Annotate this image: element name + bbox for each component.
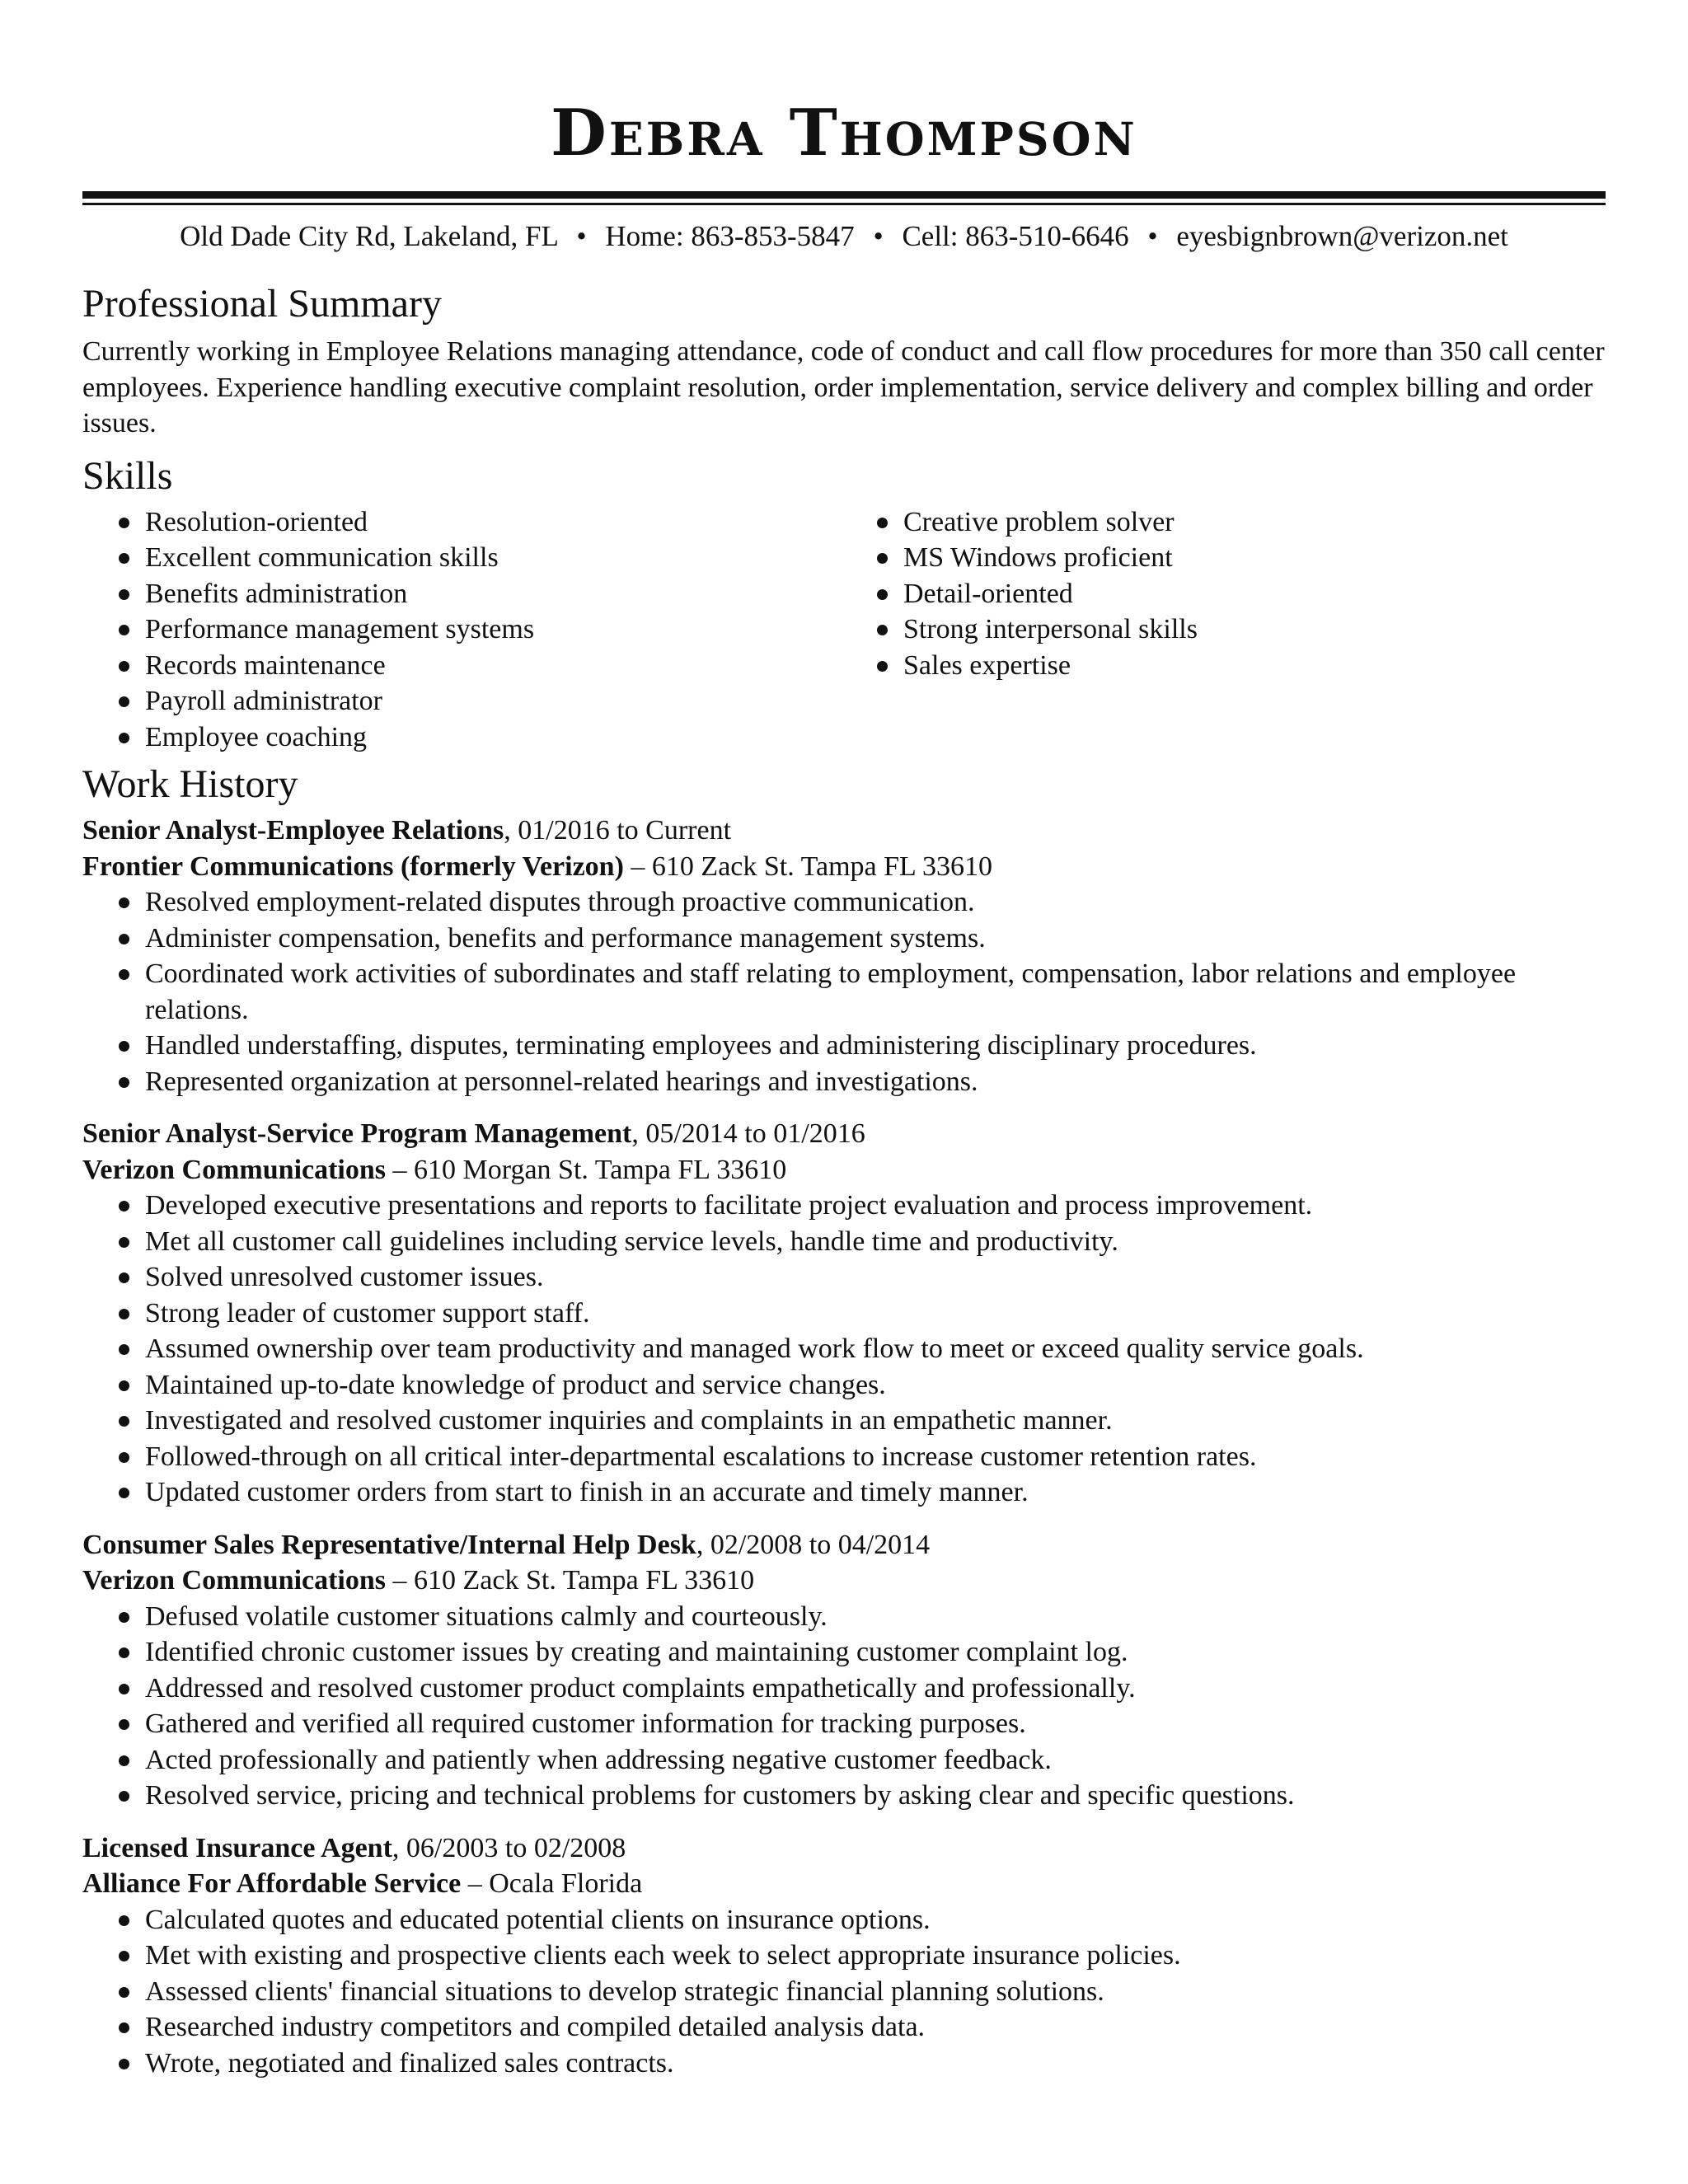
job-title: Consumer Sales Representative/Internal Help Desk — [82, 1529, 696, 1560]
job-duties — [82, 1188, 1606, 1511]
job-duty: Followed-through on all critical inter-departmental escalations to increase customer retention rates. — [82, 1439, 1606, 1475]
job-company: Verizon Communications — [82, 1154, 387, 1185]
job-duty: Updated customer orders from start to finish in an accurate and timely manner. — [82, 1474, 1606, 1511]
job-duty: Handled understaffing, disputes, terminating employees and administering disciplinary procedures. — [82, 1028, 1606, 1064]
job-duty: Calculated quotes and educated potential clients on insurance options. — [82, 1902, 1606, 1938]
job-title: Licensed Insurance Agent — [82, 1832, 392, 1863]
header-rule-thin — [82, 203, 1606, 205]
job-location: – 610 Zack St. Tampa FL 33610 — [386, 1565, 755, 1596]
contact-separator: • — [873, 220, 884, 252]
job-entry — [82, 1830, 1606, 2082]
job-duty: Resolved employment-related disputes through proactive communication. — [82, 884, 1606, 921]
job-duty: Acted professionally and patiently when addressing negative customer feedback. — [82, 1742, 1606, 1779]
job-duty: Solved unresolved customer issues. — [82, 1259, 1606, 1296]
job-duty: Met with existing and prospective clients each week to select appropriate insurance policies. — [82, 1938, 1606, 1974]
job-duty: Assumed ownership over team productivity and managed work flow to meet or exceed quality service goals. — [82, 1331, 1606, 1367]
job-duties — [82, 1902, 1606, 2082]
job-company-line — [82, 1866, 1606, 1902]
contact-cell-phone: Cell: 863-510-6646 — [902, 220, 1129, 252]
contact-line — [82, 218, 1606, 255]
job-duty: Coordinated work activities of subordinates and staff relating to employment, compensation, labor relations and employee relations. — [82, 956, 1606, 1028]
job-duty: Maintained up-to-date knowledge of product and service changes. — [82, 1367, 1606, 1404]
job-title: Senior Analyst-Employee Relations — [82, 815, 504, 846]
skill-item: Benefits administration — [82, 576, 841, 612]
skill-item: Strong interpersonal skills — [841, 612, 1582, 648]
job-entry — [82, 1527, 1606, 1814]
summary-text: Currently working in Employee Relations managing attendance, code of conduct and call flow procedures for more than 350 call center employees. Experience handling executive complaint resolution, order implementation, service delivery and complex billing and order issues. — [82, 336, 1605, 438]
skill-item: Employee coaching — [82, 719, 841, 756]
job-company-line — [82, 849, 1606, 885]
resume-page — [82, 0, 1606, 2081]
job-dates: , 01/2016 to Current — [504, 815, 732, 846]
header-rule-thick — [82, 191, 1606, 199]
job-entry — [82, 813, 1606, 1099]
job-duty: Assessed clients' financial situations to develop strategic financial planning solutions. — [82, 1974, 1606, 2010]
work-history-heading: Work History — [82, 762, 298, 806]
job-duty: Addressed and resolved customer product complaints empathetically and professionally. — [82, 1671, 1606, 1707]
job-location: – 610 Zack St. Tampa FL 33610 — [623, 851, 993, 882]
contact-separator: • — [576, 220, 587, 252]
job-dates: , 05/2014 to 01/2016 — [631, 1118, 865, 1149]
job-duty: Resolved service, pricing and technical problems for customers by asking clear and specific questions. — [82, 1778, 1606, 1814]
job-duty: Met all customer call guidelines including service levels, handle time and productivity. — [82, 1224, 1606, 1260]
skill-item: Payroll administrator — [82, 683, 841, 719]
skill-item: Performance management systems — [82, 612, 841, 648]
candidate-name: Debra Thompson — [551, 96, 1137, 171]
job-duty: Strong leader of customer support staff. — [82, 1296, 1606, 1332]
job-company-line — [82, 1563, 1606, 1599]
job-dates: , 06/2003 to 02/2008 — [392, 1832, 626, 1863]
skill-item: MS Windows proficient — [841, 540, 1582, 576]
job-duty: Researched industry competitors and compiled detailed analysis data. — [82, 2009, 1606, 2046]
job-title-line — [82, 1830, 1606, 1867]
job-company: Alliance For Affordable Service — [82, 1868, 462, 1899]
job-duty: Wrote, negotiated and finalized sales contracts. — [82, 2046, 1606, 2082]
job-company-line — [82, 1152, 1606, 1188]
skills-heading: Skills — [82, 453, 173, 498]
contact-home-phone: Home: 863-853-5847 — [605, 220, 855, 252]
job-company: Verizon Communications — [82, 1565, 387, 1596]
job-duty: Investigated and resolved customer inquiries and complaints in an empathetic manner. — [82, 1403, 1606, 1439]
skill-item: Creative problem solver — [841, 504, 1582, 541]
job-duty: Defused volatile customer situations calmly and courteously. — [82, 1599, 1606, 1635]
job-title-line — [82, 1116, 1606, 1152]
job-title-line — [82, 1527, 1606, 1563]
job-duties — [82, 1599, 1606, 1814]
skill-item: Records maintenance — [82, 648, 841, 684]
job-location: – Ocala Florida — [461, 1868, 643, 1899]
job-dates: , 02/2008 to 04/2014 — [696, 1529, 931, 1560]
job-duty: Developed executive presentations and reports to facilitate project evaluation and process improvement. — [82, 1188, 1606, 1224]
skill-item: Resolution-oriented — [82, 504, 841, 541]
job-duty: Administer compensation, benefits and performance management systems. — [82, 921, 1606, 957]
job-duty: Gathered and verified all required customer information for tracking purposes. — [82, 1706, 1606, 1742]
job-company: Frontier Communications (formerly Verizon) — [82, 851, 624, 882]
skill-item: Detail-oriented — [841, 576, 1582, 612]
summary-heading: Professional Summary — [82, 282, 442, 326]
contact-separator: • — [1147, 220, 1158, 252]
skills-column-2 — [841, 504, 1582, 756]
job-duty: Represented organization at personnel-related hearings and investigations. — [82, 1064, 1606, 1100]
job-duty: Identified chronic customer issues by creating and maintaining customer complaint log. — [82, 1634, 1606, 1671]
job-location: – 610 Morgan St. Tampa FL 33610 — [386, 1154, 787, 1185]
job-title: Senior Analyst-Service Program Management — [82, 1118, 632, 1149]
job-duties — [82, 884, 1606, 1099]
skills-list — [82, 504, 1606, 756]
skills-column-1 — [82, 504, 841, 756]
skill-item: Sales expertise — [841, 648, 1582, 684]
job-entry — [82, 1116, 1606, 1511]
contact-email[interactable]: eyesbignbrown@verizon.net — [1176, 220, 1508, 252]
job-title-line — [82, 813, 1606, 849]
skill-item: Excellent communication skills — [82, 540, 841, 576]
contact-address: Old Dade City Rd, Lakeland, FL — [180, 220, 558, 252]
